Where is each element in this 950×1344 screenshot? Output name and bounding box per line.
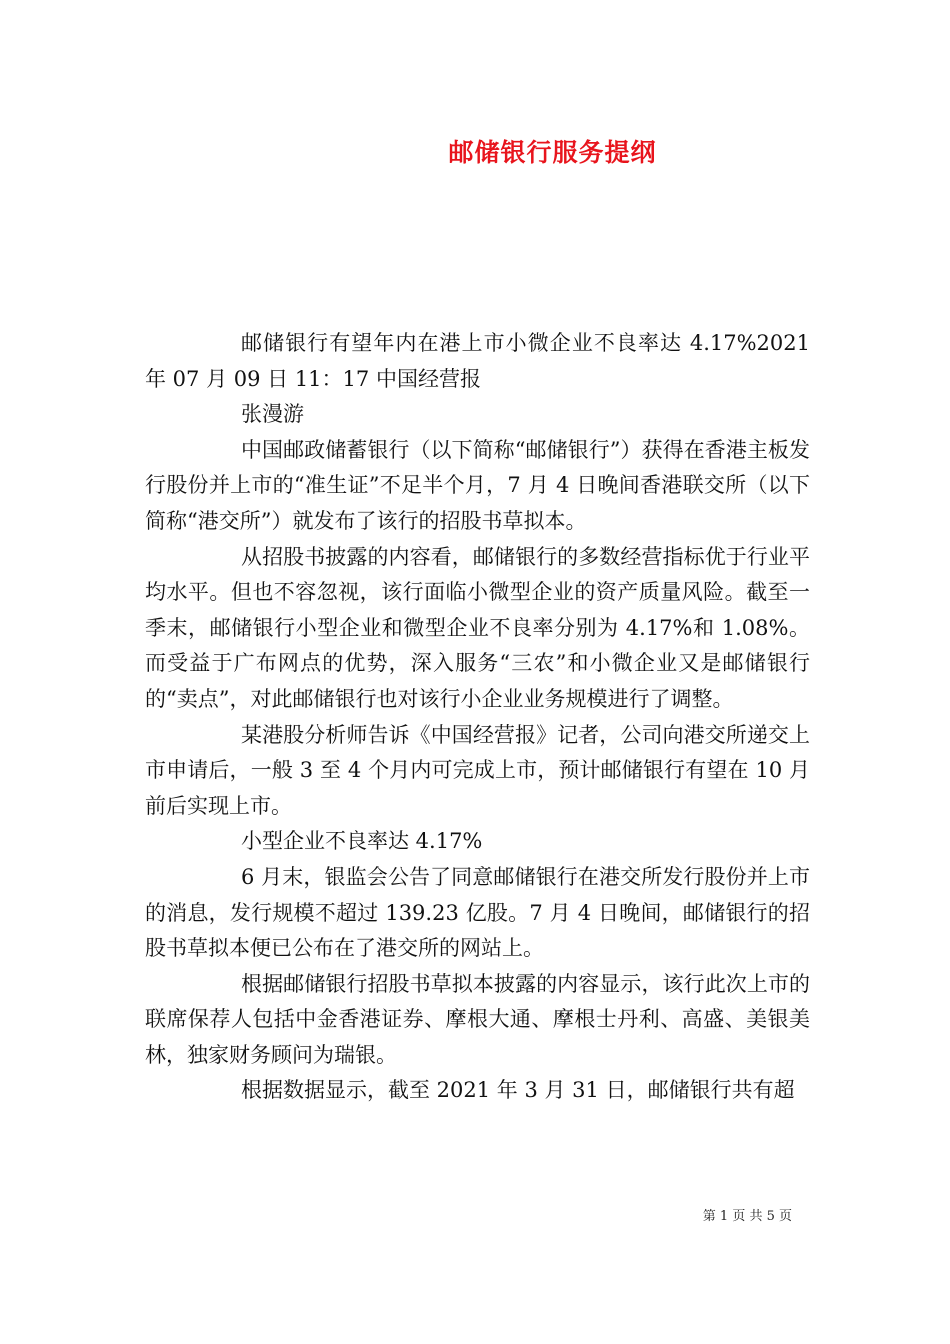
paragraph: 某港股分析师告诉《中国经营报》记者，公司向港交所递交上市申请后，一般 3 至 4 个月内可完成上市，预计邮储银行有望在 10 月前后实现上市。 <box>145 722 810 818</box>
paragraph-author: 张漫游 <box>241 402 304 427</box>
paragraph: 根据数据显示，截至 2021 年 3 月 31 日，邮储银行共有超 <box>241 1078 795 1103</box>
document-body <box>145 326 810 1109</box>
paragraph: 中国邮政储蓄银行（以下简称“邮储银行”）获得在香港主板发行股份并上市的“准生证”不足半个月，7 月 4 日晚间香港联交所（以下简称“港交所”）就发布了该行的招股书草拟本。 <box>145 437 810 533</box>
section-heading: 小型企业不良率达 4.17% <box>241 829 483 854</box>
paragraph: 根据邮储银行招股书草拟本披露的内容显示，该行此次上市的联席保荐人包括中金香港证券、摩根大通、摩根士丹利、高盛、美银美林，独家财务顾问为瑞银。 <box>145 971 810 1067</box>
paragraph: 从招股书披露的内容看，邮储银行的多数经营指标优于行业平均水平。但也不容忽视，该行面临小微型企业的资产质量风险。截至一季末，邮储银行小型企业和微型企业不良率分别为 4.17%和 1.08%。而受益于广布网点的优势，深入服务“三农”和小微企业又是邮储银行的“卖点”，对此邮储银行也对该行小企业业务规模进行了调整。 <box>145 544 810 711</box>
paragraph: 6 月末，银监会公告了同意邮储银行在港交所发行股份并上市的消息，发行规模不超过 139.23 亿股。7 月 4 日晚间，邮储银行的招股书草拟本便已公布在了港交所的网站上。 <box>145 864 810 961</box>
paragraph-headline: 邮储银行有望年内在港上市小微企业不良率达 4.17%2021 年 07 月 09 日 11：17 中国经营报 <box>145 331 810 391</box>
page-footer: 第 1 页 共 5 页 <box>702 1209 792 1224</box>
document-title: 邮储银行服务提纲 <box>448 138 657 167</box>
